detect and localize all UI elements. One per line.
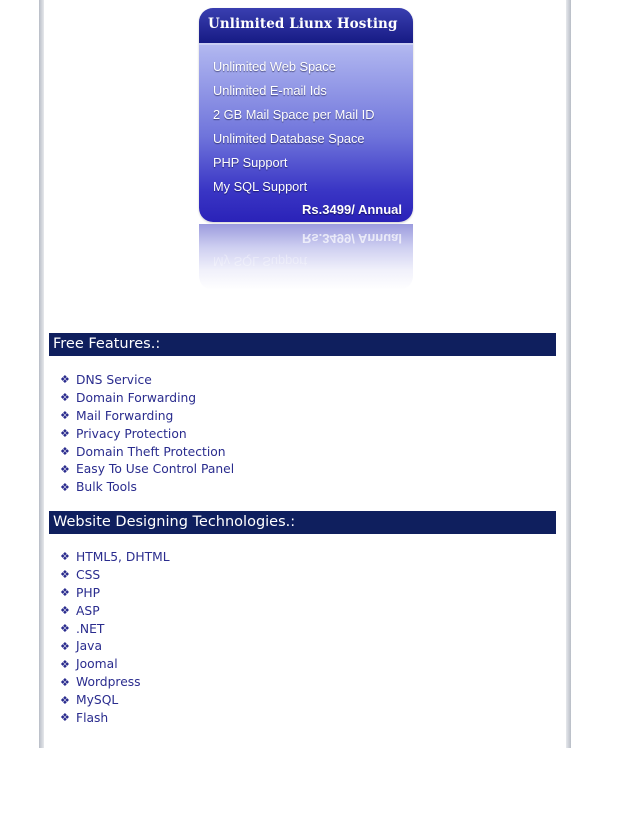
list-item [60,389,234,407]
list-item [60,620,170,638]
plan-feature: Unlimited Database Space [213,131,365,146]
diamond-bullet-icon: ❖ [60,568,70,582]
free-features-heading: Free Features.: [49,333,556,356]
list-item [60,673,170,691]
diamond-bullet-icon: ❖ [60,462,70,476]
list-item [60,655,170,673]
list-item-label: Domain Forwarding [76,390,197,405]
list-item [60,584,170,602]
list-item-label: PHP [76,585,101,600]
diamond-bullet-icon: ❖ [60,693,70,707]
list-item-label: CSS [76,567,101,582]
diamond-bullet-icon: ❖ [60,586,70,600]
list-item-label: Domain Theft Protection [76,444,226,459]
list-item [60,371,234,389]
list-item [60,691,170,709]
diamond-bullet-icon: ❖ [60,604,70,618]
free-features-list [60,371,234,496]
list-item-label: HTML5, DHTML [76,549,170,564]
reflection-feature-text: My SQL Support [213,254,308,269]
reflection-price-text: Rs.3499/ Annual [302,231,402,246]
plan-feature: PHP Support [213,155,288,170]
diamond-bullet-icon: ❖ [60,622,70,635]
diamond-bullet-icon: ❖ [60,550,70,564]
hosting-plan-card [199,8,413,222]
list-item-label: Wordpress [76,675,141,690]
diamond-bullet-icon: ❖ [60,711,70,725]
diamond-bullet-icon: ❖ [60,409,70,423]
list-item [60,602,170,620]
list-item [60,637,170,655]
list-item-label: .NET [76,621,105,636]
list-item-label: Flash [76,710,109,725]
list-item [60,460,234,478]
plan-feature-list [199,45,413,200]
list-item-label: Bulk Tools [76,480,137,495]
diamond-bullet-icon: ❖ [60,639,70,653]
list-item-label: Easy To Use Control Panel [76,462,235,477]
diamond-bullet-icon: ❖ [60,427,70,441]
list-item-label: ASP [76,603,100,618]
list-item [60,407,234,425]
page-border-left [39,0,44,748]
list-item [60,443,234,461]
plan-feature: My SQL Support [213,179,308,194]
list-item-label: Java [76,639,102,654]
diamond-bullet-icon: ❖ [60,480,70,494]
diamond-bullet-icon: ❖ [60,373,70,387]
list-item-label: DNS Service [76,372,152,387]
list-item [60,478,234,496]
technologies-list [60,548,170,727]
diamond-bullet-icon: ❖ [60,657,70,671]
page-border-right [566,0,571,748]
list-item [60,548,170,566]
diamond-bullet-icon: ❖ [60,445,70,458]
list-item-label: MySQL [76,693,119,708]
technologies-heading: Website Designing Technologies.: [49,511,556,534]
list-item-label: Joomal [76,657,118,672]
plan-feature: Unlimited Web Space [213,59,336,74]
plan-title: Unlimited Liunx Hosting [199,8,413,45]
diamond-bullet-icon: ❖ [60,675,70,689]
list-item [60,425,234,443]
diamond-bullet-icon: ❖ [60,391,70,405]
list-item-label: Privacy Protection [76,426,187,441]
plan-card-reflection [199,224,413,290]
list-item [60,566,170,584]
list-item [60,709,170,727]
plan-feature: 2 GB Mail Space per Mail ID [213,107,375,122]
plan-price: Rs.3499/ Annual [302,202,402,217]
list-item-label: Mail Forwarding [76,408,174,423]
plan-feature: Unlimited E-mail Ids [213,83,327,98]
